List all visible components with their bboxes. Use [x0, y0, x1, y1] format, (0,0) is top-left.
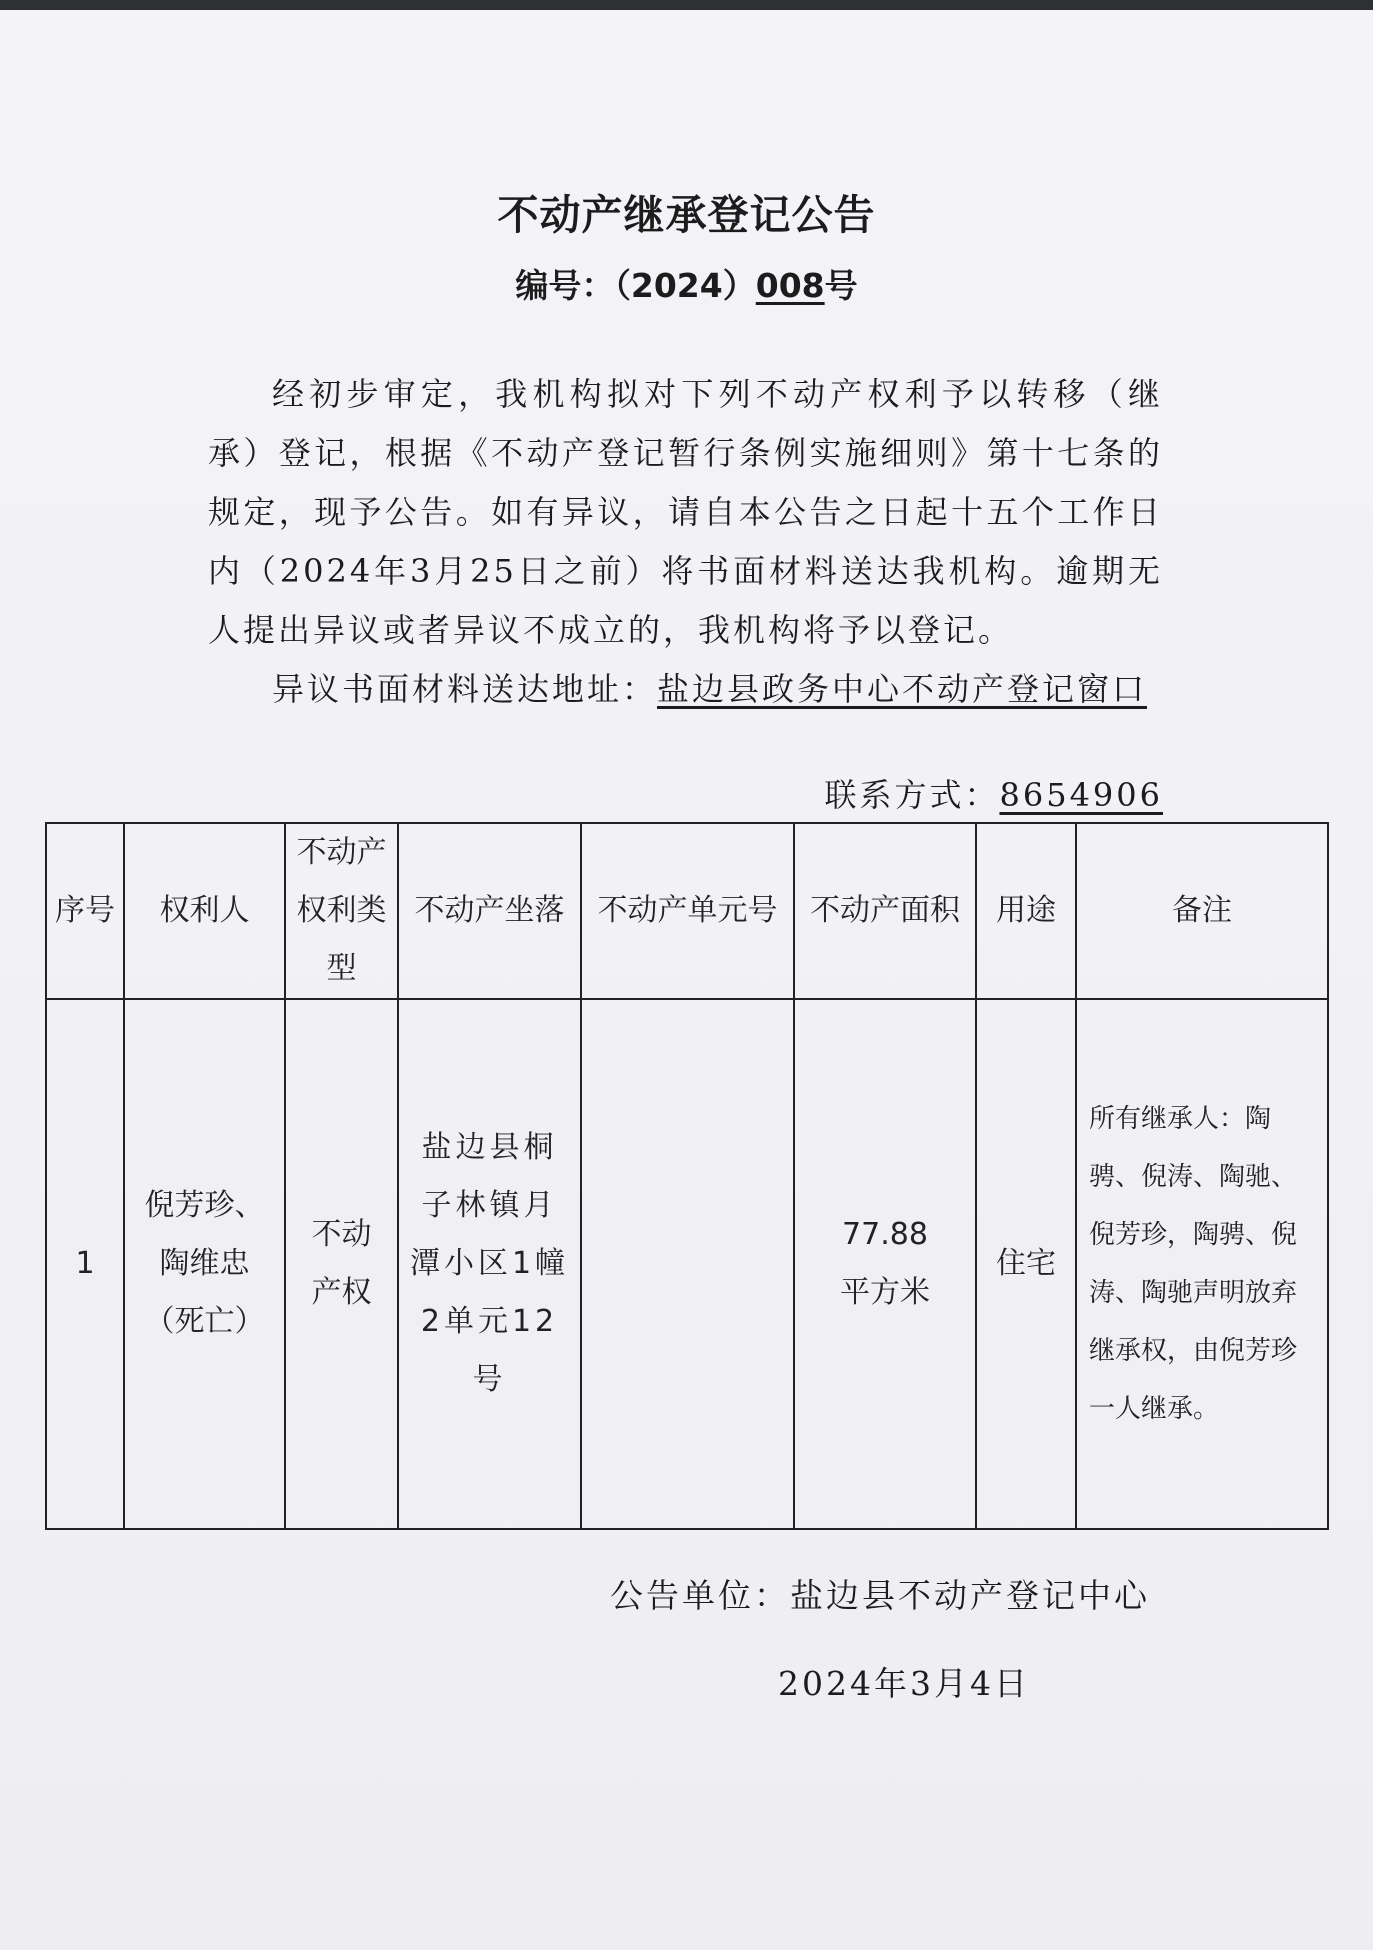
notice-title: 不动产继承登记公告: [497, 191, 876, 239]
header-unit-no: 不动产单元号: [581, 823, 794, 999]
header-seq: 序号: [46, 823, 124, 999]
cell-unit-no: [581, 999, 794, 1529]
address-label: 异议书面材料送达地址：: [272, 670, 658, 708]
cell-holder: 倪芳珍、陶维忠（死亡）: [124, 999, 285, 1529]
notice-number-suffix: 号: [824, 266, 858, 305]
contact-line: [824, 770, 1163, 816]
header-location: 不动产坐落: [398, 823, 581, 999]
area-unit: 平方米: [840, 1275, 930, 1310]
notice-date: 2024年3月4日: [778, 1664, 1030, 1703]
cell-location: 盐边县桐子林镇月潭小区1幢2单元12号: [398, 999, 581, 1529]
table-row: [46, 999, 1328, 1529]
cell-remark: 所有继承人：陶骋、倪涛、陶驰、倪芳珍，陶骋、倪涛、陶驰声明放弃继承权，由倪芳珍一人继承。: [1076, 999, 1328, 1529]
cell-area: [794, 999, 976, 1529]
cell-usage: 住宅: [976, 999, 1076, 1529]
contact-label: 联系方式：: [824, 776, 1000, 814]
notice-paragraph: 经初步审定，我机构拟对下列不动产权利予以转移（继承）登记，根据《不动产登记暂行条例实施细则》第十七条的规定，现予公告。如有异议，请自本公告之日起十五个工作日内（2024年3月25日之前）将书面材料送达我机构。逾期无人提出异议或者异议不成立的，我机构将予以登记。: [208, 375, 1163, 649]
header-holder: 权利人: [124, 823, 285, 999]
property-table: [45, 822, 1329, 1530]
notice-body: [208, 365, 1163, 719]
notice-number-prefix: 编号：（2024）: [515, 266, 756, 305]
notice-number: [0, 260, 1373, 307]
header-right-type: 不动产权利类型: [285, 823, 398, 999]
publisher: 公告单位：盐边县不动产登记中心: [610, 1576, 1150, 1615]
area-value: 77.88: [842, 1217, 928, 1252]
notice-paper: [0, 10, 1373, 1950]
cell-seq: 1: [46, 999, 124, 1529]
header-remark: 备注: [1076, 823, 1328, 999]
contact-value: 8654906: [999, 776, 1163, 814]
address-value: 盐边县政务中心不动产登记窗口: [657, 670, 1148, 708]
table-header-row: [46, 823, 1328, 999]
notice-number-value: 008: [755, 266, 825, 305]
cell-right-type: 不动产权: [285, 999, 398, 1529]
header-usage: 用途: [976, 823, 1076, 999]
header-area: 不动产面积: [794, 823, 976, 999]
address-line: [208, 660, 1163, 719]
